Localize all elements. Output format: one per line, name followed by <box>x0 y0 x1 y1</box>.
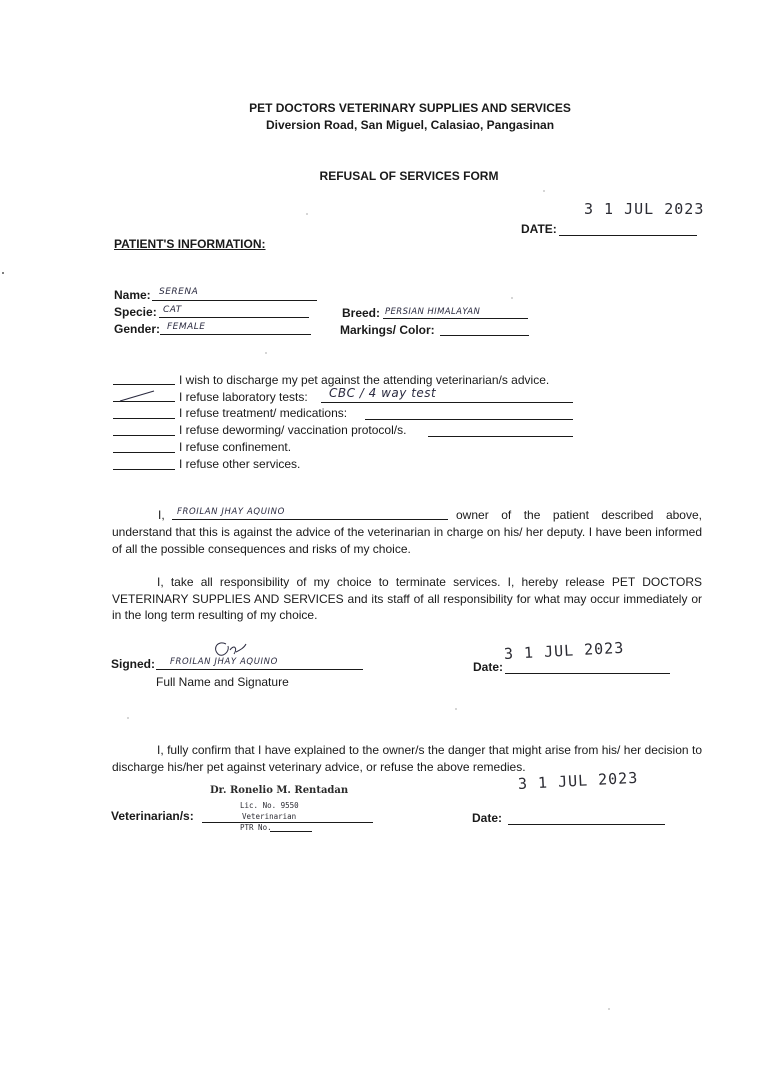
markings-label: Markings/ Color: <box>340 323 435 337</box>
scan-speck <box>455 708 457 710</box>
scan-speck <box>306 213 308 215</box>
vet-ptr-line <box>270 831 312 832</box>
option-text-0: I wish to discharge my pet against the attending veterinarian/s advice. <box>179 373 550 387</box>
signed-date-label: Date: <box>473 660 504 674</box>
option-blank-2 <box>113 418 175 419</box>
specie-line <box>159 317 309 318</box>
date-label-top: DATE: <box>521 222 557 236</box>
name-label: Name: <box>114 288 151 302</box>
option-detail-1: CBC / 4 way test <box>329 386 437 400</box>
company-address: Diversion Road, San Miguel, Calasiao, Pangasinan <box>265 118 555 132</box>
signed-date-stamp: 3 1 JUL 2023 <box>503 638 625 663</box>
markings-line <box>440 335 529 336</box>
vet-date-line <box>508 824 665 825</box>
signed-date-line <box>505 673 670 674</box>
option-blank-5 <box>113 469 175 470</box>
signed-name: FROILAN JHAY AQUINO <box>170 657 278 667</box>
vet-stamp-ptr: PTR No. <box>240 823 272 832</box>
scan-speck <box>543 190 545 192</box>
signature-caption: Full Name and Signature <box>156 675 289 689</box>
signed-line <box>156 669 363 670</box>
specie-value: CAT <box>163 305 182 315</box>
date-line-top <box>559 235 697 236</box>
scan-speck <box>608 1008 610 1010</box>
option-text-1: I refuse laboratory tests: <box>179 390 308 404</box>
scan-speck <box>511 297 513 299</box>
statement1-line1-rest: owner of the patient described above, <box>456 508 702 522</box>
gender-value: FEMALE <box>167 322 206 332</box>
vet-date-stamp: 3 1 JUL 2023 <box>517 768 639 793</box>
specie-label: Specie: <box>114 305 157 319</box>
scan-speck <box>2 272 4 274</box>
check-mark-icon <box>118 389 158 403</box>
option-detail-line-3 <box>428 436 573 437</box>
gender-label: Gender: <box>114 322 161 336</box>
option-blank-4 <box>113 452 175 453</box>
vet-stamp-title: Veterinarian <box>242 812 297 821</box>
owner-name-line <box>172 519 448 520</box>
date-stamp-top: 3 1 JUL 2023 <box>584 200 705 218</box>
owner-name: FROILAN JHAY AQUINO <box>177 507 285 517</box>
option-text-2: I refuse treatment/ medications: <box>179 406 348 420</box>
scan-speck <box>127 717 129 719</box>
vet-stamp-name: Dr. Ronelio M. Rentadan <box>210 785 349 796</box>
form-title: REFUSAL OF SERVICES FORM <box>319 169 499 183</box>
vet-date-label: Date: <box>472 811 503 825</box>
vet-label: Veterinarian/s: <box>111 809 194 823</box>
scan-speck <box>265 352 267 354</box>
breed-label: Breed: <box>342 306 381 320</box>
breed-line <box>383 318 528 319</box>
patient-info-heading: PATIENT'S INFORMATION: <box>114 237 266 251</box>
option-text-5: I refuse other services. <box>179 457 301 471</box>
signed-label: Signed: <box>111 657 155 671</box>
name-line <box>152 300 317 301</box>
statement1-body: understand that this is against the advice of the veterinarian in charge on his/ her deputy. I have been informed of all the possible consequences and risks of my choice. <box>112 525 702 556</box>
gender-line <box>160 334 311 335</box>
option-detail-line-2 <box>365 419 573 420</box>
statement2: I, take all responsibility of my choice to terminate services. I, hereby release PET DOCTORS VETERINARY SUPPLIES AND SERVICES and its staff of all responsibility for what may occur immediately or in the long term resulting of my choice. <box>112 575 702 622</box>
vet-line <box>202 822 373 823</box>
option-blank-0 <box>113 384 175 385</box>
statement3: I, fully confirm that I have explained to the owner/s the danger that might arise from his/ her decision to discharge his/her pet against veterinary advice, or refuse the above remedies. <box>112 743 702 774</box>
vet-stamp-license: Lic. No. 9550 <box>240 801 299 810</box>
company-name: PET DOCTORS VETERINARY SUPPLIES AND SERVICES <box>249 101 571 115</box>
name-value: SERENA <box>159 287 199 297</box>
option-text-3: I refuse deworming/ vaccination protocol/s. <box>179 423 407 437</box>
option-blank-3 <box>113 435 175 436</box>
breed-value: PERSIAN HIMALAYAN <box>385 307 481 317</box>
option-text-4: I refuse confinement. <box>179 440 292 454</box>
statement1-prefix: I, <box>158 508 165 522</box>
option-detail-line-1 <box>321 402 573 403</box>
